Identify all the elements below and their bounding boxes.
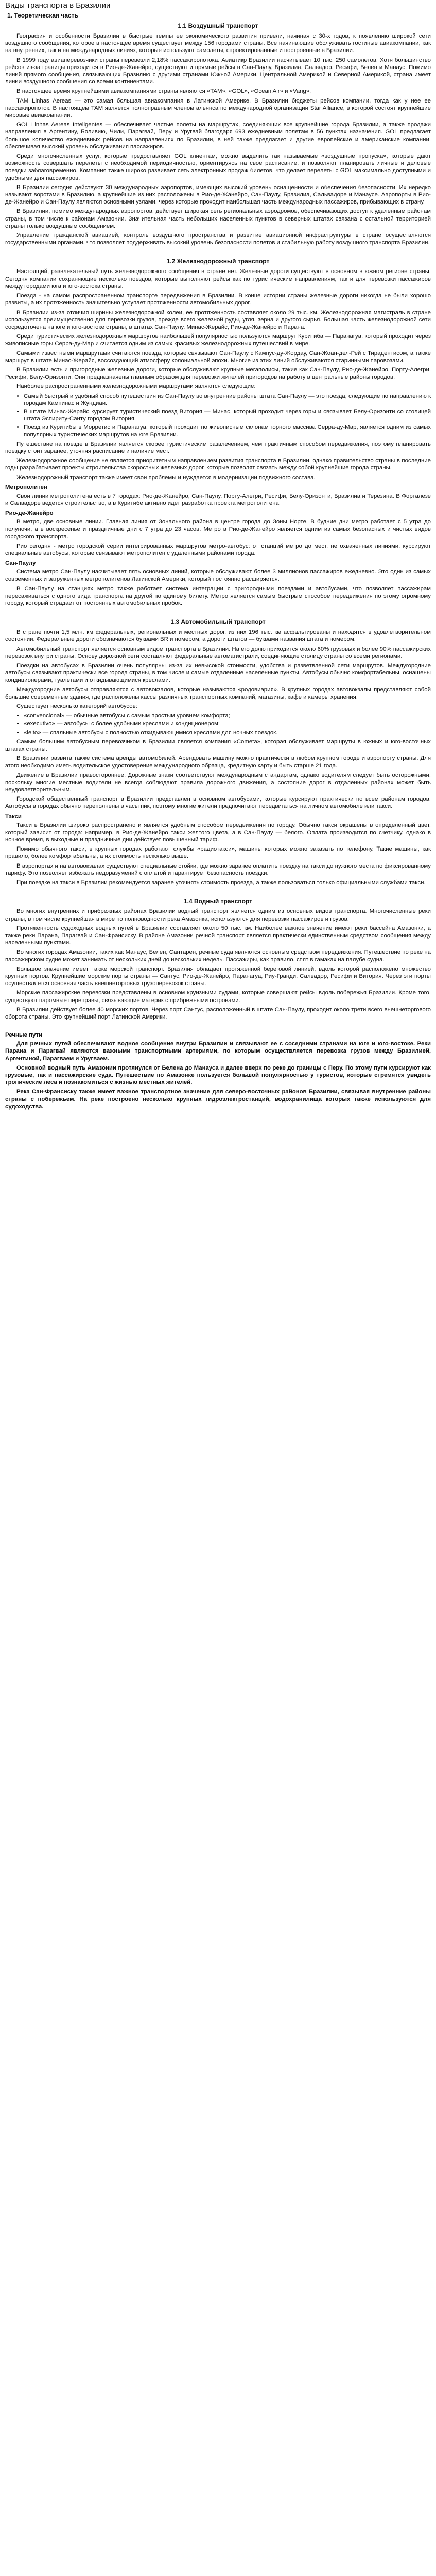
final-heading: Речные пути <box>5 1032 43 1039</box>
bullet-list <box>5 712 431 736</box>
final-paragraphs <box>5 1040 431 1110</box>
paragraph: Река Сан-Франсиску также имеет важное транспортное значение для северо-восточных районов Бразилии, связывая внутренние районы страны с побережьем. На реке построено несколько крупных гидроэлектростанций, водохранилища которых также используются для судоходства. <box>5 1089 431 1110</box>
paragraph: Во многих внутренних и прибрежных районах Бразилии водный транспорт является одним из основных видов транспорта. Многочисленные реки страны, в том числе крупнейшая в мире по полноводности река Амазонка, используются для перевозки пассажиров и грузов. <box>5 908 431 922</box>
paragraph: Морские пассажирские перевозки представлены в основном круизными судами, которые совершают рейсы вдоль побережья Бразилии. Кроме того, существуют паромные переправы, связывающие материк с прибрежными островами. <box>5 990 431 1004</box>
paragraph: Управление гражданской авиацией, контроль воздушного пространства и развитие авиационной инфраструктуры в стране осуществляются государственными органами, что позволяет поддерживать высокий уровень безопасности полетов и стабильную работу воздушного транспорта Бразилии. <box>5 232 431 246</box>
sections-container <box>5 22 431 1021</box>
paragraph: Система метро Сан-Паулу насчитывает пять основных линий, которые обслуживают более 3 миллионов пассажиров ежедневно. Это один из самых современных и загруженных метрополитенов Латинской Америки, который постоянно расширяется. <box>5 569 431 583</box>
list-item: • «executivo» — автобусы с более удобными креслами и кондиционером; <box>24 720 431 727</box>
document-page <box>0 1 436 1110</box>
paragraph: Рио сегодня - метро городской серии интегрированных маршрутов метро-автобус: от станций метро до мест, не охваченных линиями, курсируют специальные автобусы, которые связывают метрополитен с удаленными районами города. <box>5 543 431 556</box>
paragraph: Основной водный путь Амазонии протянулся от Белена до Манауса и далее вверх по реке до границы с Перу. По этому пути курсируют как грузовые, так и пассажирские суда. Путешествие по Амазонке пользуется большой популярностью у туристов, которые стремятся увидеть тропические леса и познакомиться с жизнью местных жителей. <box>5 1064 431 1086</box>
paragraph: Свои линии метрополитена есть в 7 городах: Рио-де-Жанейро, Сан-Паулу, Порту-Алегри, Ресифи, Белу-Оризонти, Бразилиа и Терезина. В Форталезе и Салвадоре ведется строительство, а в Куритибе активно идет разработка проекта метрополитена. <box>5 493 431 506</box>
paragraph: Для речных путей обеспечивают водное сообщение внутри Бразилии и связывают ее с соседними странами на юге и юго-востоке. Реки Парана и Парагвай являются важными транспортными артериями, по которым осуществляется перевозка грузов между Бразилией, Аргентиной, Парагваем и Уругваем. <box>5 1041 431 1062</box>
paragraph: В Бразилии действует более 40 морских портов. Через порт Сантус, расположенный в штате Сан-Паулу, проходит около трети всего внешнеторгового оборота страны. Это крупнейший порт Латинской Америки. <box>5 1006 431 1020</box>
paragraph: При поездке на такси в Бразилии рекомендуется заранее уточнять стоимость проезда, а также пользоваться только официальными службами такси. <box>16 879 426 886</box>
list-item: • «leito» — спальные автобусы с полностью откидывающимися креслами для ночных поездок. <box>24 729 431 736</box>
section <box>5 258 431 607</box>
subheading: Сан-Паулу <box>5 560 36 567</box>
paragraph: В Сан-Паулу на станциях метро также работает система интеграции с пригородными поездами и автобусами, что позволяет пассажирам пересаживаться с одного вида транспорта на другой по единому билету. Метро является самым быстрым способом передвижения по этому огромному городу, который страдает от постоянных автомобильных пробок. <box>5 585 431 606</box>
paragraph: Среди туристических железнодорожных маршрутов наибольшей популярностью пользуются маршрут Куритиба — Паранагуа, который проходит через живописные горы Серра-ду-Мар и считается одним из самых красивых железнодорожных путешествий в мире. <box>5 333 431 347</box>
section-title: 1.3 Автомобильный транспорт <box>170 618 266 626</box>
paragraph: Движение в Бразилии правостороннее. Дорожные знаки соответствуют международным стандартам, однако водителям следует быть осторожными, поскольку многие местные водители не всегда соблюдают правила дорожного движения, а состояние дорог в отдаленных районах может быть неудовлетворительным. <box>5 772 431 793</box>
paragraph: Протяженность судоходных водных путей в Бразилии составляет около 50 тыс. км. Наиболее важное значение имеют реки бассейна Амазонки, а также реки Парана, Парагвай и Сан-Франсиску. В районе Амазонии речной транспорт является практически единственным средством сообщения между населенными пунктами. <box>5 925 431 946</box>
paragraph: Помимо обычного такси, в крупных городах работают службы «радиотакси», машины которых можно заказать по телефону. Такие машины, как правило, более комфортабельны, а их стоимость несколько выше. <box>5 846 431 860</box>
paragraph: Городской общественный транспорт в Бразилии представлен в основном автобусами, которые курсируют практически по всем районам городов. Автобусы в городах обычно переполнены в часы пик, поэтому многие жители предпочитают передвигаться на личном автомобиле или такси. <box>5 796 431 810</box>
list-item: • В штате Минас-Жерайс курсирует туристический поезд Витория — Минас, который проходит через горы и связывает Белу-Оризонти со столицей штата Эспириту-Санту городом Витория. <box>24 408 431 422</box>
subheading: Рио-де-Жанейро <box>5 510 54 517</box>
chapter-heading: 1. Теоретическая часть <box>7 12 78 19</box>
subheading: Такси <box>5 813 22 820</box>
paragraph: В 1999 году авиаперевозчики страны перевезли 2,18% пассажиропотока. Авиатикр Бразилии насчитывает 10 тыс. 250 самолетов. Хотя большинство рейсов из-за границы приходится в Рио-де-Жанейро, существуют и прямые рейсы в Сан-Паулу, Бразилиа, Салвадор, Ресифи, Белен и Манаус. Помимо линий прямого сообщения, связывающих Бразилию с другими странами Южной Америки, Центральной Америкой и Северной Америкой, страна имеет линии воздушного сообщения со всеми континентами. <box>5 57 431 86</box>
section-title: 1.2 Железнодорожный транспорт <box>166 258 270 265</box>
section-title: 1.1 Воздушный транспорт <box>178 22 258 29</box>
list-item: • Поезд из Куритибы в Морретис и Паранагуа, который проходит по живописным склонам горного массива Серра-ду-Мар, является одним из самых популярных туристических маршрутов на юге Бразилии. <box>24 423 431 438</box>
paragraph: TAM Linhas Aereas — это самая большая авиакомпания в Латинской Америке. В Бразилии бюджеты рейсов компании, тогда как у нее ее пассажиропоток. В настоящем TAM является полноправным членом альянса по международной организации Star Alliance, в которой состоят крупнейшие мировые авиакомпании. <box>5 97 431 119</box>
list-item: • Самый быстрый и удобный способ путешествия из Сан-Паулу во внутренние районы штата Сан-Паулу — это поезда, следующие по направлению к городам Кампинас и Жундиаи. <box>24 393 431 407</box>
paragraph: Путешествие на поезде в Бразилии является скорее туристическим развлечением, чем практичным способом передвижения, поэтому планировать поездку стоит заранее, уточняя расписание и наличие мест. <box>5 440 431 454</box>
paragraph: Автомобильный транспорт является основным видом транспорта в Бразилии. На его долю приходится около 60% грузовых и более 90% пассажирских перевозок внутри страны. Основу дорожной сети составляют федеральные автомагистрали, соединяющие столицу страны со всеми регионами. <box>5 646 431 659</box>
paragraph: Среди многочисленных услуг, которые предоставляет GOL клиентам, можно выделить так называемые «воздушные пропуска», которые дают возможность совершать перелеты с необходимой периодичностью, ориентируясь на свое расписание, и позволяют планировать личные и деловые поездки заблаговременно. Компания также широко развивает сеть электронных продаж билетов, что делает перелеты с GOL максимально доступными и удобными для пассажиров. <box>5 153 431 181</box>
paragraph: В аэропортах и на автовокзалах существуют специальные стойки, где можно заранее оплатить поездку на такси до нужного места по фиксированному тарифу. Это позволяет избежать недоразумений с оплатой и гарантирует безопасность поездки. <box>5 862 431 876</box>
paragraph: В Бразилии, помимо международных аэропортов, действует широкая сеть региональных аэродромов, обеспечивающих доступ к удаленным районам страны, в том числе к районам Амазонии. Значительная часть небольших населенных пунктов в северных штатах связана с остальной территорией страны только воздушным сообщением. <box>5 208 431 229</box>
paragraph: География и особенности Бразилии в быстрые темпы ее экономического развития привели, начиная с 30-х годов, к появлению широкой сети воздушного сообщения, которое в настоящее время существует между 156 городами страны. Все начинающие обслуживать гостиные авиакомпании, как на внутренних, так и на международных линиях, которые используют самолеты, спроектированные и построенные в Бразилии. <box>5 33 431 54</box>
paragraph: Поезда - на самом распространенном транспорте передвижения в Бразилии. В конце истории страны железные дороги никогда не были хорошо развиты, а их протяженность значительно уступает протяженности автомобильных дорог. <box>5 293 431 307</box>
subheading: Метрополитен <box>5 484 47 490</box>
bullet-list <box>5 393 431 438</box>
paragraph: Междугородние автобусы отправляются с автовокзалов, которые называются «родовиария». В крупных городах автовокзалы представляют собой большие современные здания, где расположены кассы различных транспортных компаний, магазины, кафе и камеры хранения. <box>5 686 431 700</box>
paragraph: В Бразилии развита также система аренды автомобилей. Арендовать машину можно практически в любом крупном городе и аэропорту страны. Для этого необходимо иметь водительское удостоверение международного образца, кредитную карту и быть старше 21 года. <box>5 755 431 769</box>
final-section <box>5 1032 431 1110</box>
page-title: Виды транспорта в Бразилии <box>5 1 111 10</box>
paragraph: Такси в Бразилии широко распространено и является удобным способом передвижения по городу. Обычно такси окрашены в определенный цвет, который зависит от города: например, в Рио-де-Жанейро такси желтого цвета, а в Сан-Паулу — белого. Оплата производится по счетчику, однако в ночное время, в выходные и праздничные дни действует повышенный тариф. <box>5 822 431 843</box>
paragraph: Железнодорожный транспорт также имеет свои проблемы и нуждается в модернизации подвижного состава. <box>16 474 316 481</box>
paragraph: Поездки на автобусах в Бразилии очень популярны из-за их невысокой стоимости, удобства и разветвленной сети маршрутов. Междугородние автобусы связывают практически все города страны, в том числе и самые отдаленные населенные пункты. Автобусы обычно комфортабельны, оснащены кондиционерами, туалетами и откидывающимися креслами. <box>5 663 431 684</box>
paragraph: В стране почти 1,5 млн. км федеральных, региональных и местных дорог, из них 196 тыс. км асфальтированы и находятся в удовлетворительном состоянии. Федеральные дороги обозначаются буквами BR и номером, а дороги штатов — буквами названия штата и номером. <box>5 629 431 643</box>
paragraph: GOL Linhas Aereas Inteligentes — обеспечивает частые полеты на маршрутах, соединяющих все крупнейшие города Бразилии, а также продажи направления в Аргентину, Боливию, Чили, Парагвай, Перу и Уругвай благодаря 693 ежедневным полетам в 56 пунктах назначения. GOL предлагает большое количество ежедневных рейсов на направлениях по Бразилии, в ней также предлагает и другие европейские и американские компании, обеспечивая высокий уровень обслуживания пассажиров. <box>5 122 431 150</box>
paragraph: В Бразилии сегодня действуют 30 международных аэропортов, имеющих высокий уровень оснащенности и обеспечения безопасности. Их нередко называют воротами в Бразилию, а крупнейшие из них расположены в Рио-де-Жанейро, Сан-Паулу, Бразилиа, Сальвадоре и Манаусе. Аэропорты в Рио-де-Жанейро и Сан-Паулу являются основными узлами, через которые проходит наибольшая часть международных пассажиров, прибывающих в страну. <box>5 184 431 206</box>
paragraph: Настоящий, развлекательный путь железнодорожного сообщения в стране нет. Железные дороги существуют в основном в южном регионе страны. Сегодня компании сохраняющие несколько поездов, которые выполняют рейсы как по туристическим направлениям, так и для перевозки пассажиров между городами юга и юго-востока страны. <box>5 268 431 290</box>
list-item: • «convencional» — обычные автобусы с самым простым уровнем комфорта; <box>24 712 431 719</box>
paragraph: В метро, две основные линии. Главная линия от Зонального района в центре города до Зоны Норте. В будние дни метро работает с 5 утра до полуночи, а в воскресенье и праздничные дни с 7 утра до 23 часов. Метро в Рио-де-Жанейро является одним из самых безопасных и чистых видов городского транспорта. <box>5 519 431 540</box>
paragraph: В Бразилии есть и пригородные железные дороги, которые обслуживают крупные мегаполисы, такие как Сан-Паулу, Рио-де-Жанейро, Порту-Алегри, Ресифи, Белу-Оризонти. Они предназначены главным образом для перевозки жителей пригородов на работу в центральные районы городов. <box>5 366 431 381</box>
section <box>5 22 431 246</box>
section <box>5 618 431 886</box>
paragraph: В настоящее время крупнейшими авиакомпаниями страны являются «TAM», «GOL», «Ocean Air» и «Varig». <box>16 88 311 95</box>
section <box>5 897 431 1021</box>
paragraph: В Бразилии из-за отличия ширины железнодорожной колеи, ее протяженность составляет около 29 тыс. км. Железнодорожная магистраль в стране используется преимущественно для перевозки грузов, прежде всего железной руды, угля, зерна и другого сырья. Большая часть железнодорожной сети сосредоточена на юге и юго-востоке страны, в штатах Сан-Паулу, Минас-Жерайс, Рио-де-Жанейро и Парана. <box>5 309 431 330</box>
paragraph: Наиболее распространенными железнодорожными маршрутами являются следующие: <box>16 383 256 390</box>
paragraph: Во многих городах Амазонии, таких как Манаус, Белен, Сантарен, речные суда являются основным средством передвижения. Путешествие по реке на пассажирском судне может занимать от нескольких дней до нескольких недель. Пассажиры, как правило, спят в гамаках на палубе судна. <box>5 949 431 963</box>
section-title: 1.4 Водный транспорт <box>183 897 253 905</box>
paragraph: Существует несколько категорий автобусов: <box>16 703 137 710</box>
paragraph: Самым большим автобусным перевозчиком в Бразилии является компания «Cometa», которая обслуживает маршруты в южных и юго-восточных штатах страны. <box>5 738 431 753</box>
paragraph: Железнодорожное сообщение не является приоритетным направлением развития транспорта в Бразилии, однако правительство страны в последние годы разрабатывает проекты строительства скоростных железных дорог, которые позволят связать между собой крупнейшие города страны. <box>5 457 431 471</box>
paragraph: Большое значение имеет также морской транспорт. Бразилия обладает протяженной береговой линией, вдоль которой расположено множество крупных портов. Крупнейшие морские порты страны — Сантус, Рио-де-Жанейро, Паранагуа, Риу-Гранди, Салвадор, Ресифи и Витория. Через эти порты осуществляется основная часть внешнеторговых грузоперевозок страны. <box>5 965 431 987</box>
paragraph: Самыми известными маршрутами считаются поезда, которые связывают Сан-Паулу с Кампус-ду-Жордау, Сан-Жоан-дел-Рей с Тирадентисом, а также маршрут в штате Минас-Жерайс, воссоздающий атмосферу колониальной эпохи. Многие из этих линий обслуживаются старинными паровозами. <box>5 350 431 364</box>
